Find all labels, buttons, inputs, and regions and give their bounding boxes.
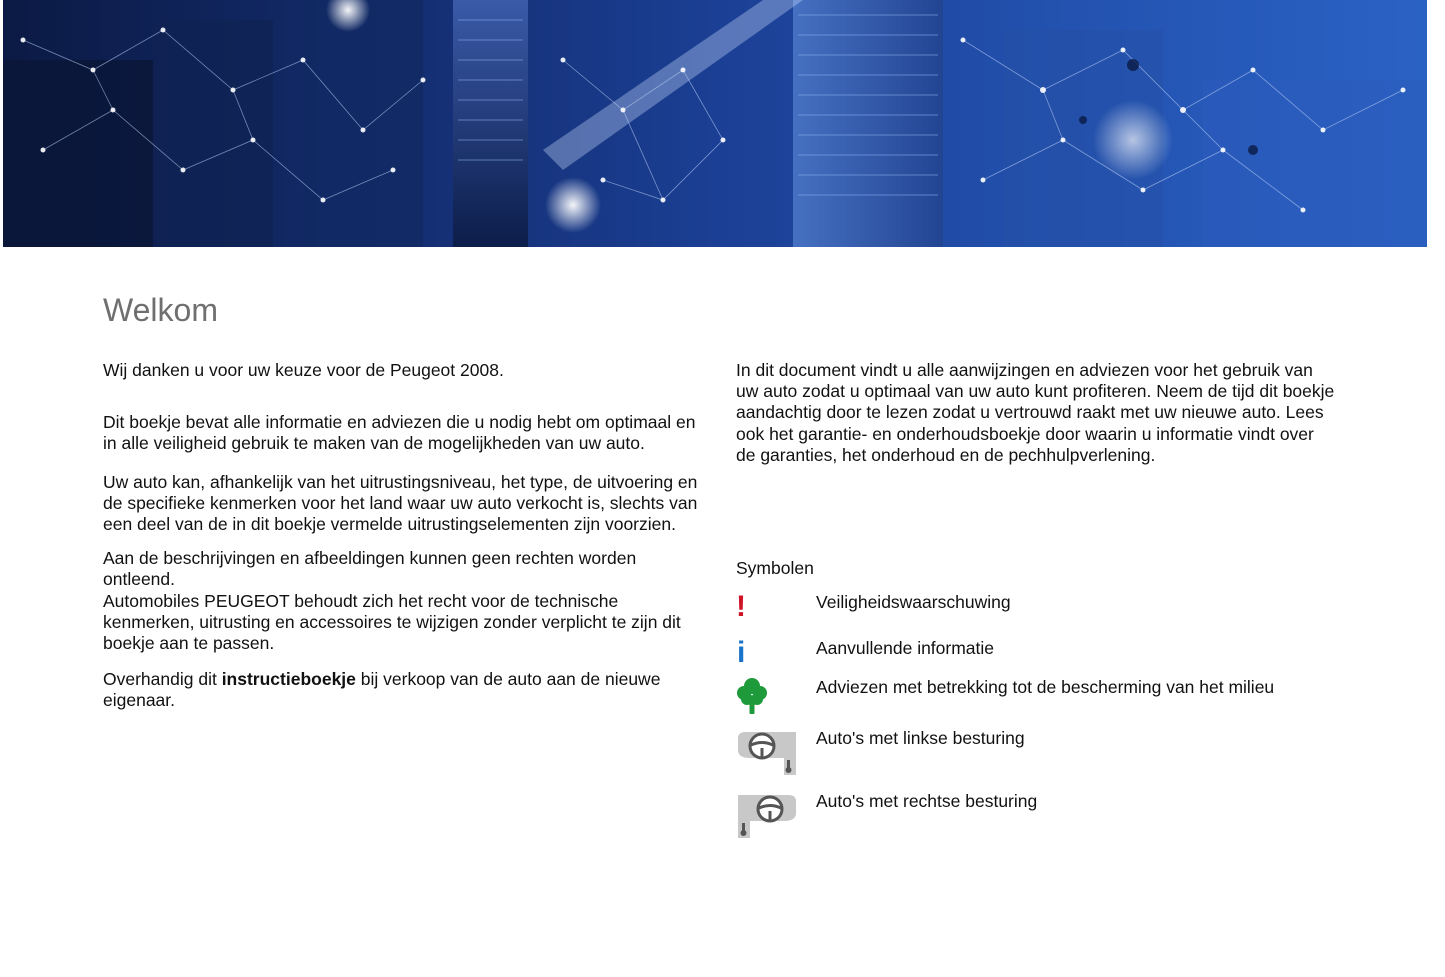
symbol-row-left-hand-drive (736, 728, 1356, 788)
handover-paragraph (103, 669, 703, 711)
info-icon: i (737, 636, 746, 669)
symbol-label-environment: Adviezen met betrekking tot de bescherming van het milieu (816, 677, 1275, 697)
disclaimer-paragraph: Aan de beschrijvingen en afbeeldingen kunnen geen rechten worden ontleend. (103, 548, 637, 590)
right-hand-drive-icon (736, 791, 798, 844)
page-title: Welkom (103, 292, 218, 328)
symbols-heading: Symbolen (736, 558, 814, 578)
header-banner-image (3, 0, 1427, 247)
right-column (736, 360, 1336, 466)
handover-text-bold: instructieboekje (221, 669, 356, 690)
handover-text-end: bij verkoop van de auto aan de nieuwe eigenaar. (103, 669, 661, 711)
symbol-label-info: Aanvullende informatie (816, 638, 995, 658)
left-column (103, 360, 703, 712)
symbol-label-left-hand-drive: Auto's met linkse besturing (816, 728, 1025, 748)
booklet-info-paragraph: Dit boekje bevat alle informatie en adviezen die u nodig hebt om optimaal en in alle veiligheid gebruik te maken van de mogelijkheden van uw auto. (103, 412, 696, 454)
exclamation-icon: ! (736, 590, 746, 623)
tree-icon (736, 677, 768, 720)
equipment-paragraph: Uw auto kan, afhankelijk van het uitrustingsniveau, het type, de uitvoering en de specifieke kenmerken voor het land waar uw auto verkocht is, slechts van een deel van de in dit boekje vermelde uitrustingselementen zijn voorzien. (103, 471, 698, 535)
symbol-label-right-hand-drive: Auto's met rechtse besturing (816, 791, 1038, 811)
document-info-paragraph: In dit document vindt u alle aanwijzingen en adviezen voor het gebruik van uw auto zodat u optimaal van uw auto kunt profiteren. Neem de tijd dit boekje aandachtig door te lezen zodat u vertrouwd raakt met uw nieuwe auto. Lees ook het garantie- en onderhoudsboekje door waarin u informatie vindt over de garanties, het onderhoud en de pechhulpverlening. (736, 360, 1335, 465)
symbol-label-warning: Veiligheidswaarschuwing (816, 592, 1011, 612)
rights-paragraph: Automobiles PEUGEOT behoudt zich het recht voor de technische kenmerken, uitrusting en accessoires te wijzigen zonder verplicht te zijn dit boekje aan te passen. (103, 590, 681, 654)
intro-paragraph: Wij danken u voor uw keuze voor de Peugeot 2008. (103, 360, 504, 380)
symbol-row-right-hand-drive (736, 791, 1356, 851)
handover-text-start: Overhandig dit (103, 669, 222, 690)
left-hand-drive-icon (736, 728, 798, 781)
